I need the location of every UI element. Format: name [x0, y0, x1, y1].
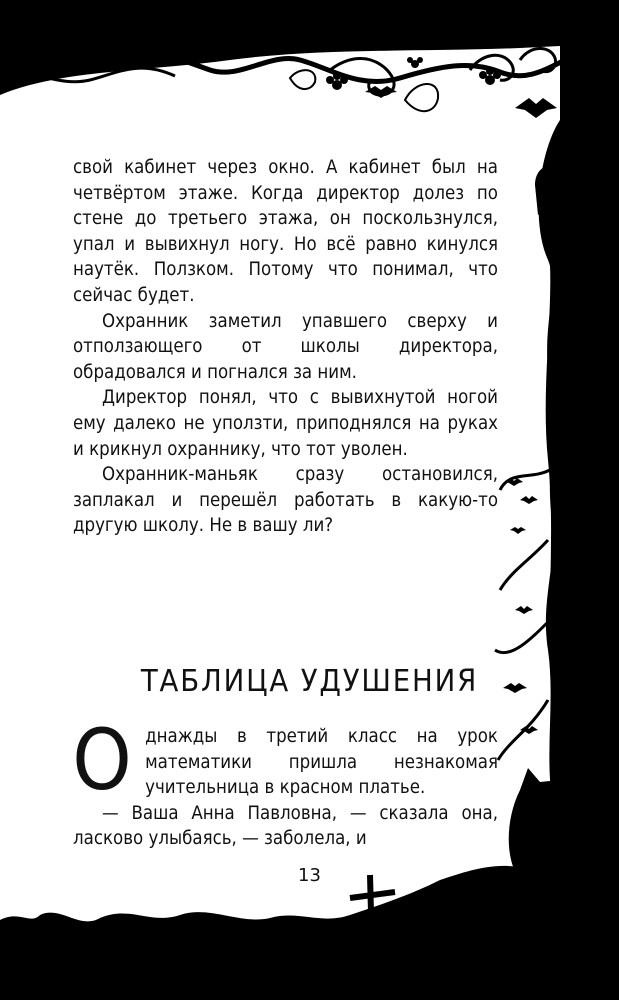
paragraph: — Ваша Анна Павловна, — сказала она, ласково улыбаясь, — заболела, и	[73, 802, 498, 850]
section-title: ТАБЛИЦА УДУШЕНИЯ	[140, 664, 479, 699]
paragraph: днажды в третий класс на урок математики пришла незнакомая учительница в красном платье.	[145, 726, 498, 799]
story-text-intro	[72, 711, 498, 852]
page-number: 13	[298, 865, 321, 886]
paragraph: Охранник заметил упавшего сверху и отползающего от школы директора, обрадовался и погнался за ним.	[73, 310, 498, 383]
paragraph: Директор понял, что с вывихнутой ногой ему далеко не уползти, приподнялся на руках и крикнул охраннику, что тот уволен.	[73, 387, 498, 460]
paragraph: Охранник-маньяк сразу остановился, заплакал и перешёл работать в какую-то другую школу. Не в вашу ли?	[73, 464, 498, 537]
paragraph: свой кабинет через окно. А кабинет был на четвёртом этаже. Когда директор долез по стене до третьего этажа, он поскользнулся, упал и вывихнул ногу. Но всё равно кинулся наутёк. Ползком. Потому что понимал, что сейчас будет.	[73, 157, 498, 306]
drop-cap: О	[72, 711, 132, 809]
story-text-top	[73, 155, 498, 539]
